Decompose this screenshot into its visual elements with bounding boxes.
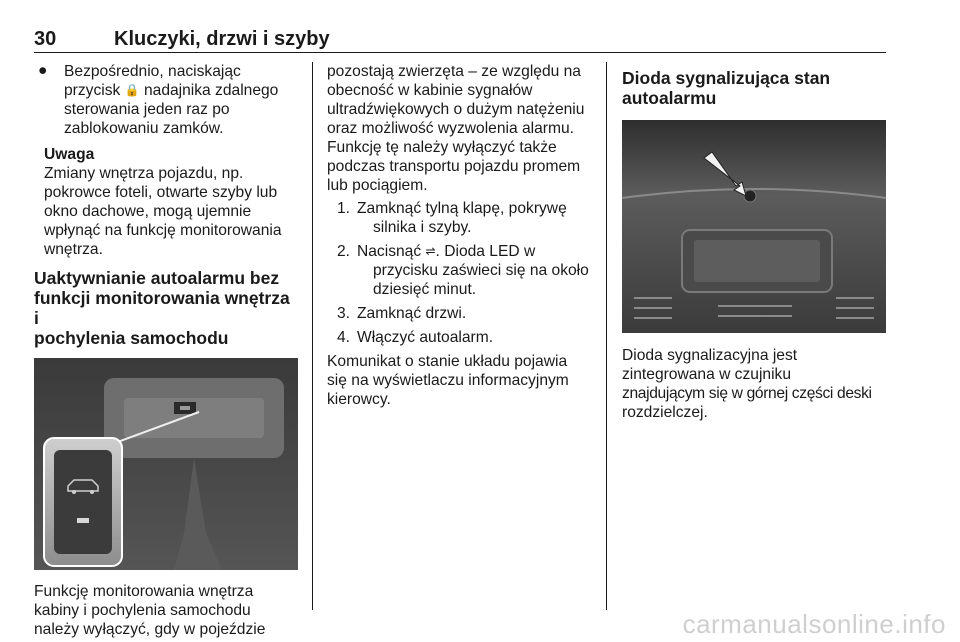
column-middle <box>327 62 595 409</box>
text-line: silnika i szyby. <box>373 219 472 236</box>
text-line: Bezpośrednio, naciskając <box>64 63 241 80</box>
text-line: Włączyć autoalarm. <box>357 329 494 346</box>
step-number: 4. <box>337 329 351 346</box>
list-item <box>327 199 595 237</box>
text-line: dziesięć minut. <box>373 281 477 298</box>
interior-sensor-photo <box>34 358 298 570</box>
step-number: 1. <box>337 200 351 217</box>
list-item <box>327 242 595 299</box>
text-line: się na wyświetlaczu informacyjnym <box>327 372 569 389</box>
chapter-title: Kluczyki, drzwi i szyby <box>114 28 330 50</box>
heading-line: pochylenia samochodu <box>34 328 229 348</box>
watermark: carmanualsonline.info <box>682 609 946 639</box>
text-line: rozdzielczej. <box>622 404 708 421</box>
text-line: Funkcję tę należy wyłączyć także <box>327 139 557 156</box>
text-segment: Nacisnąć <box>357 243 422 260</box>
text-line: przycisku zaświeci się na około <box>373 262 589 279</box>
text-line: sterowania jeden raz po <box>64 101 230 118</box>
text-line: Komunikat o stanie układu pojawia <box>327 353 568 370</box>
text-line <box>64 81 298 100</box>
paragraph <box>327 352 595 409</box>
text-line: znajdującym się w górnej części deski <box>622 385 872 402</box>
step-number: 2. <box>337 243 351 260</box>
car-alarm-icon: ⇌ <box>425 244 436 258</box>
text-line: lub pociągiem. <box>327 177 428 194</box>
header-rule <box>34 52 886 53</box>
text-line: wnętrza. <box>44 241 103 258</box>
numbered-list <box>327 199 595 347</box>
lock-key-icon: 🔒 <box>124 83 140 97</box>
heading-line: Dioda sygnalizująca stan <box>622 68 831 88</box>
text-line: wpłynąć na funkcję monitorowania <box>44 222 282 239</box>
text-line: kabiny i pochylenia samochodu <box>34 602 251 619</box>
column-divider <box>606 62 607 610</box>
text-line: Zamknąć drzwi. <box>357 305 467 322</box>
note-box <box>34 145 298 259</box>
list-item <box>327 304 595 323</box>
text-line: Dioda sygnalizacyjna jest <box>622 347 798 364</box>
text-line: pokrowce foteli, otwarte szyby lub <box>44 184 278 201</box>
text-segment: nadajnika zdalnego <box>143 82 279 99</box>
text-segment: . Dioda LED w <box>435 243 536 260</box>
text-line: obecność w kabinie sygnałów <box>327 82 533 99</box>
text-line: należy wyłączyć, gdy w pojeździe <box>34 621 266 638</box>
text-line: podczas transportu pojazdu promem <box>327 158 581 175</box>
section-heading <box>622 68 888 108</box>
bullet-icon: ● <box>38 62 48 79</box>
page-number: 30 <box>34 28 57 50</box>
column-left <box>34 62 298 639</box>
list-item <box>327 328 595 347</box>
text-line: Zmiany wnętrza pojazdu, np. <box>44 165 244 182</box>
dashboard-led-photo <box>622 120 886 333</box>
section-heading <box>34 268 298 348</box>
heading-line: Uaktywnianie autoalarmu bez <box>34 268 280 288</box>
column-divider <box>312 62 313 610</box>
column-right <box>622 62 888 422</box>
text-segment: przycisk <box>64 82 121 99</box>
text-line: zablokowaniu zamków. <box>64 120 224 137</box>
text-line: okno dachowe, mogą ujemnie <box>44 203 252 220</box>
heading-line: autoalarmu <box>622 88 717 108</box>
paragraph <box>327 62 595 195</box>
text-line: oraz możliwość wyzwolenia alarmu. <box>327 120 574 137</box>
text-line: zintegrowana w czujniku <box>622 366 792 383</box>
step-number: 3. <box>337 305 351 322</box>
bullet-item <box>34 62 298 138</box>
text-line: ultradźwiękowych o dużym natężeniu <box>327 101 585 118</box>
page-header <box>34 28 886 52</box>
photo-caption <box>34 582 298 639</box>
photo-caption <box>622 346 888 422</box>
heading-line: funkcji monitorowania wnętrza i <box>34 288 290 328</box>
text-line: Funkcję monitorowania wnętrza <box>34 583 254 600</box>
text-line <box>357 242 595 261</box>
text-line: Zamknąć tylną klapę, pokrywę <box>357 200 567 217</box>
text-line: pozostają zwierzęta – ze względu na <box>327 63 581 80</box>
note-title: Uwaga <box>44 146 95 163</box>
text-line: kierowcy. <box>327 391 391 408</box>
